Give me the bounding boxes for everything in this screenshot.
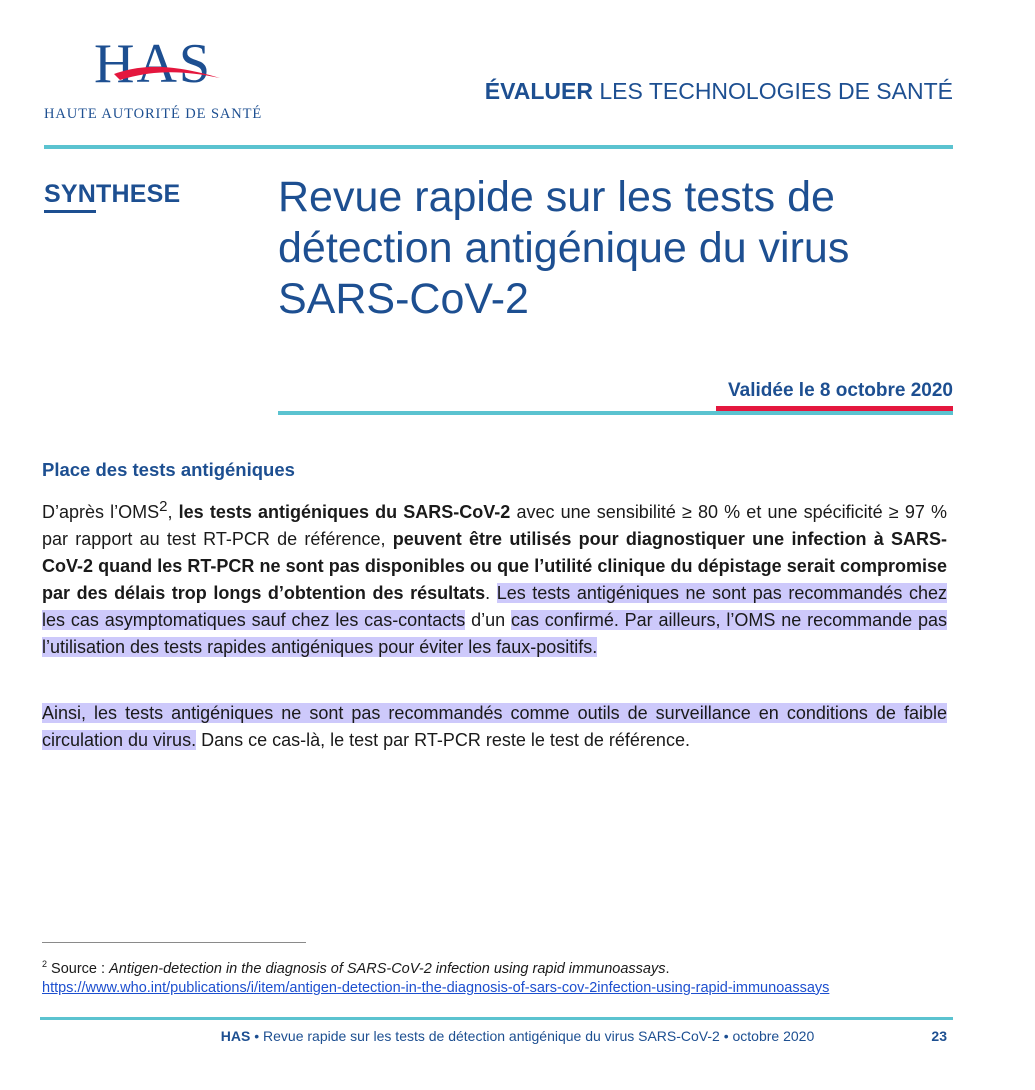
footnote-ref[interactable]: 2 — [159, 498, 168, 515]
header-title-bold: ÉVALUER — [484, 78, 593, 104]
footer-divider — [40, 1017, 953, 1020]
header-title — [485, 78, 953, 105]
footer-text — [0, 1028, 1035, 1044]
p1-bold-2: peuvent être utilisés pour diagnostiquer une infection à SARS-CoV-2 quand les RT-PCR ne sont pas disponibles ou que l’utilité clinique du dépistage serait compromise par des délais trop longs d’obtention des résultats — [42, 529, 948, 603]
p1-highlight-1: Les tests antigéniques ne sont pas recommandés chez les cas asymptomatiques sauf chez les cas-contacts — [42, 583, 947, 630]
footnote-line — [42, 955, 829, 979]
p1-text-4: . — [485, 583, 497, 603]
footer-description: • Revue rapide sur les tests de détection antigénique du virus SARS-CoV-2 • octobre 2020 — [250, 1028, 815, 1044]
p1-text-3: avec une sensibilité ≥ 80 % et une spécificité ≥ 97 % par rapport au test RT-PCR de référence, — [42, 502, 947, 549]
logo-wordmark: HAS — [94, 33, 213, 95]
page-number: 23 — [931, 1028, 947, 1044]
p1-bold-1: les tests antigéniques du SARS-CoV-2 — [178, 502, 511, 522]
logo-swoosh-icon — [112, 60, 222, 86]
footnote-suffix: . — [665, 960, 670, 977]
category-underline — [44, 210, 96, 213]
section-heading: Place des tests antigéniques — [42, 459, 295, 480]
footnote-prefix: Source : — [47, 960, 110, 977]
title-divider — [278, 411, 953, 415]
footnote-number: 2 — [42, 959, 48, 969]
p1-text-2: , — [167, 502, 179, 522]
paragraph-1 — [42, 493, 947, 661]
header-divider — [44, 145, 953, 149]
footnote-link[interactable]: https://www.who.int/publications/i/item/antigen-detection-in-the-diagnosis-of-sars-cov-2infection-using-rapid-immunoassays — [42, 979, 830, 996]
document-category: SYNTHESE — [44, 180, 181, 208]
validation-date: Validée le 8 octobre 2020 — [728, 380, 953, 401]
has-logo — [44, 30, 284, 130]
paragraph-2 — [42, 700, 947, 754]
p1-highlight-2: cas confirmé. Par ailleurs, l’OMS ne recommande pas l’utilisation des tests rapides antigéniques pour éviter les faux-positifs. — [42, 610, 947, 657]
document-title: Revue rapide sur les tests de détection antigénique du virus SARS-CoV-2 — [278, 173, 850, 323]
footer-org: HAS — [220, 1028, 251, 1044]
footnote-source-title: Antigen-detection in the diagnosis of SARS-CoV-2 infection using rapid immunoassays — [109, 960, 666, 977]
p1-text-5: d’un — [465, 610, 511, 630]
footnote — [42, 955, 829, 998]
p2-highlight-1: Ainsi, les tests antigéniques ne sont pas recommandés comme outils de surveillance en conditions de faible circulation du virus. — [42, 703, 947, 750]
logo-subtitle: HAUTE AUTORITÉ DE SANTÉ — [44, 106, 263, 122]
p2-text-1: Dans ce cas-là, le test par RT-PCR reste le test de référence. — [196, 730, 690, 750]
footnote-divider — [42, 942, 306, 943]
header-title-rest: LES TECHNOLOGIES DE SANTÉ — [592, 78, 953, 104]
p1-text-1: D’après l’OMS — [42, 502, 160, 522]
